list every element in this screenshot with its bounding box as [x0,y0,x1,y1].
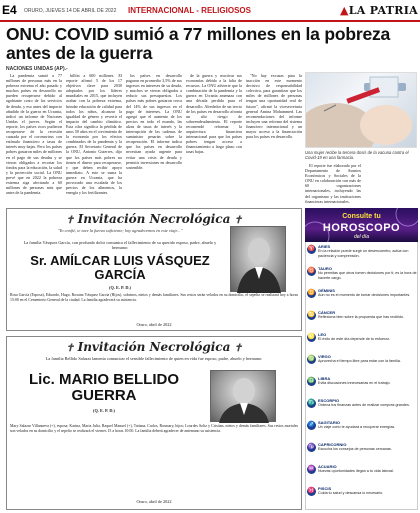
aries-icon: ♈ [307,246,316,252]
sign-aquarius [307,465,417,487]
sign-virgo [307,355,417,377]
sign-name: ACUARIO [318,464,337,469]
sign-taurus [307,267,417,289]
sign-name: TAURO [318,266,332,271]
obituary-2-body: Mary Salazar Villanueva (+), esposa; Karina, Maria Julia, Raquel Manuel (+), Tatiana, Carlos, Rosmary, hijos; Lourdes Soliz y Cristian, nietos y demás familiares. Sus restos mortales son velados en su domicilio y el sepelio se realizará el viernes 15 a horas 10:00. La familia deberá agradecer de antemano su asistencia. [10,424,298,433]
article-column-6 [305,163,361,207]
gemini-icon: ♊ [307,290,316,296]
header-date: ORURO, JUEVES 14 DE ABRIL DE 2022 [24,8,117,14]
obituary-2-intro: La familia Bellido Salazar lamenta comunicar el sensible fallecimiento de quien en vida fue esposo, padre, abuelo y hermano: [45,356,263,361]
sign-name: GÉMINIS [318,288,335,293]
sign-text: Reflexiona bien sobre la propuesta que has recibido. [318,315,405,320]
sign-gemini [307,289,417,311]
sign-text: Escucha los consejos de personas cercanas. [318,447,392,452]
article-headline: ONU: COVID sumió a 77 millones en la pobreza antes de la guerra [6,24,391,63]
article-text: los países en desarrollo pagaron en promedio 3,5% de sus ingresos en intereses de su deuda, y muchos se vieron obligados a reducir sus presupuestos. Los países más pobres gastaron cerca del 14% de sus ingresos en el pago de intereses. La ONU agregó que el aumento de los precios en todo el mundo, las alzas de tasas de interés y la interrupción de las cadenas de suministro pesarán sobre la recuperación. El informe indica que los países en desarrollo necesitan ayuda urgente para evitar una crisis de deuda y permitir inversiones en desarrollo sostenible. [126,73,182,170]
article-text: La pandemia sumió a 77 millones de personas más en la pobreza extrema el año pasado y muchos países en desarrollo no pueden recuperarse debido al agobiante costo de los servicios de deuda, y eso antes del impacto añadido de la guerra en Ucrania, indicó un informe de Naciones Unidas el jueves. Según el reporte, los países ricos pudieron recuperarse de la recesión causada por el coronavirus con estímulo financiero a tasas de interés muy bajas. Pero los países pobres gastaron miles de millones en el pago de sus deudas y se vieron obligados a recortar los fondos para la educación, la salud y la protección social. La ONU prevé que en 2022 la pobreza extrema siga afectando a 60 millones de personas más que antes de la pandemia. [6,73,62,196]
sign-text: Evita discusiones innecesarias en el trabajo. [318,381,391,386]
article-text: "No hay excusas para la inacción en este momento decisivo de responsabilidad colectiva, para garantizar que los miles de millones de personas tengan una oportunidad real de futuro", afirmó la vicesecretaria general Amina Mohammed. Las recomendaciones del informe incluyen una reforma del sistema financiero internacional y un mayor acceso a la financiación para los países en desarrollo. [246,73,302,140]
obituary-1-intro: La familia Vásquez García, con profundo dolor comunica el fallecimiento de su querido esposo, padre, abuelo y hermano: [23,240,217,250]
article-column-3 [126,73,182,205]
obituary-2-portrait [210,370,276,422]
obituary-1-name [20,254,220,282]
person-portrait-icon [231,227,287,293]
libra-icon: ♎ [307,378,316,384]
article-column-1 [6,73,62,205]
obituary-1-body: Rosa García (Esposa), Eduardo, Hugo, Roxana Vásquez García (Hijos), sobrinos, nietos y demás familiares. Sus restos serán velados en su domicilio, el sepelio se realizará hoy a horas 15:00 en el Cementerio General de la ciudad. La familia agradecerá su asistencia. [10,293,298,302]
sign-text: El éxito de este día depende de tu esfuerzo. [318,337,391,342]
article-column-6b [363,163,418,207]
leo-icon: ♌ [307,334,316,340]
sign-name: VIRGO [318,354,331,359]
sign-text: Aún no es el momento de tomar decisiones importantes. [318,293,411,298]
taurus-icon: ♉ [307,268,316,274]
person-portrait-icon [211,371,277,423]
horoscope-subtitle: del día [353,234,369,240]
page-number: E4 [2,3,17,17]
sign-text: Ordena tus finanzas antes de realizar compras grandes. [318,403,410,408]
cancer-icon: ♋ [307,312,316,318]
obituary-1-rip: (Q. E. P. D.) [109,285,131,290]
newspaper-logo [340,4,418,17]
sign-text: No permitas que otros tomen decisiones por ti; es la hora de hacerte cargo. [318,271,417,280]
obituary-name-text: AMÍLCAR LUIS VÁSQUEZ GARCÍA [50,253,210,282]
obituary-prefix: Lic. [28,371,55,388]
obituary-name-text: MARIO BELLIDO GUERRA [59,371,179,404]
obituary-heading-text: Invitación Necrológica [77,340,231,354]
obituary-prefix: Sr. [30,253,47,268]
sign-text: En la relación puede surgir un desencuentro, actúa con paciencia y comprensión. [318,249,409,258]
pisces-icon: ♓ [307,488,316,494]
cross-icon: ✝ [230,215,243,226]
capricorn-icon: ♑ [307,444,316,450]
sign-cancer [307,311,417,333]
sign-text: Aprovecha el tiempo libre para estar con la familia. [318,359,401,364]
sign-capricorn [307,443,417,465]
obituary-1-heading [6,212,302,226]
cross-icon: ✝ [65,343,78,354]
sign-name: LIBRA [318,376,331,381]
obituary-1-date: Oruro, abril de 2022 [136,322,172,327]
article-text: billón a 600 millones. El reporte afirmó 5 de los 17 objetivos clave para 2030 adoptados por los líderes mundiales en 2015, que incluyen acabar con la pobreza extrema, brindar educación de calidad para todos los niños, alcanzar la igualdad de género y revertir el impacto del cambio climático. Esta cifra significa la pérdida de unos 50 años en el crecimiento de la economía por los efectos combinados de la pandemia y la guerra. El Secretario General de la ONU, Antonio Guterres, dijo que los países más pobres no tienen el dinero para recuperarse, y que deben recibir apoyo inmediato. A esto se suma la guerra en Ucrania, que ha provocado una escalada de los precios de los alimentos, la energía y los fertilizantes. [66,73,122,196]
article-column-2 [66,73,122,205]
virgo-icon: ♍ [307,356,316,362]
scorpio-icon: ♏ [307,400,316,406]
sign-name: ESCORPIO [318,398,340,403]
sign-aries [307,245,417,267]
sign-libra [307,377,417,399]
vaccine-photo-icon [306,73,417,148]
obituary-2-heading [6,340,302,354]
article-column-5 [246,73,302,205]
article-photo [305,72,417,148]
sign-name: PISCIS [318,486,332,491]
obituary-2-rip: (Q. E. P. D.) [93,408,115,413]
obituary-2-name [14,372,194,404]
article-byline: NACIONES UNIDAS (AP).- [6,66,68,72]
cross-icon: ✝ [65,215,78,226]
article-text: de la guerra y reactivar sus economías debido a la falta de recursos. La ONU advierte que la combinación de la pandemia y la guerra en Ucrania amenaza con una década perdida para el desarrollo. Alrededor de un tercio de los países en desarrollo afronta un alto riesgo de sobreendeudamiento. El reporte recomendó reformar la arquitectura financiera internacional para que los países pobres tengan acceso a financiamiento a largo plazo con tasas bajas. [186,73,242,155]
sign-name: ARIES [318,244,331,249]
horoscope-title-top: Consulte tu [342,213,381,220]
aquarius-icon: ♒ [307,466,316,472]
obituary-2-date: Oruro, abril de 2022 [136,499,172,504]
sign-sagittarius [307,421,417,443]
sign-name: CÁNCER [318,310,336,315]
sign-name: SAGITARIO [318,420,340,425]
cross-icon: ✝ [230,343,243,354]
sign-leo [307,333,417,355]
sagittarius-icon: ♐ [307,422,316,428]
sign-text: Nuevas oportunidades llegan a tu vida laboral. [318,469,394,474]
logo-text: LA PATRIA [348,4,418,17]
sign-text: Cuida tu salud y descansa lo necesario. [318,491,384,496]
section-title: INTERNACIONAL - RELIGIOSOS [128,6,251,15]
sign-scorpio [307,399,417,421]
obituary-1-verse: "Yo confié, te tuve la fuerza suficiente; hoy agradecemos en este viaje..." [57,228,183,233]
sign-name: LEO [318,332,327,337]
horoscope-title: HOROSCOPO [322,222,401,234]
obituary-heading-text: Invitación Necrológica [77,212,231,226]
sign-name: CAPRICORNIO [318,442,347,447]
article-column-4 [186,73,242,205]
sign-text: Un viaje corto te ayudará a recuperar energías. [318,425,396,430]
sign-pisces [307,487,417,509]
photo-caption: Una mujer recibe la tercera dosis de la vacuna contra el Covid-19 en una farmacia. [305,150,409,160]
logo-mark-icon: ▲ [340,4,349,17]
obituary-1-portrait [230,226,286,292]
article-text: El reporte fue elaborado por el Departamento de Asuntos Económicos y Sociales de la ONU en colaboración con más de 60 organizaciones internacionales, incluyendo las del organismo y las instituciones financieras internacionales. [305,163,361,204]
